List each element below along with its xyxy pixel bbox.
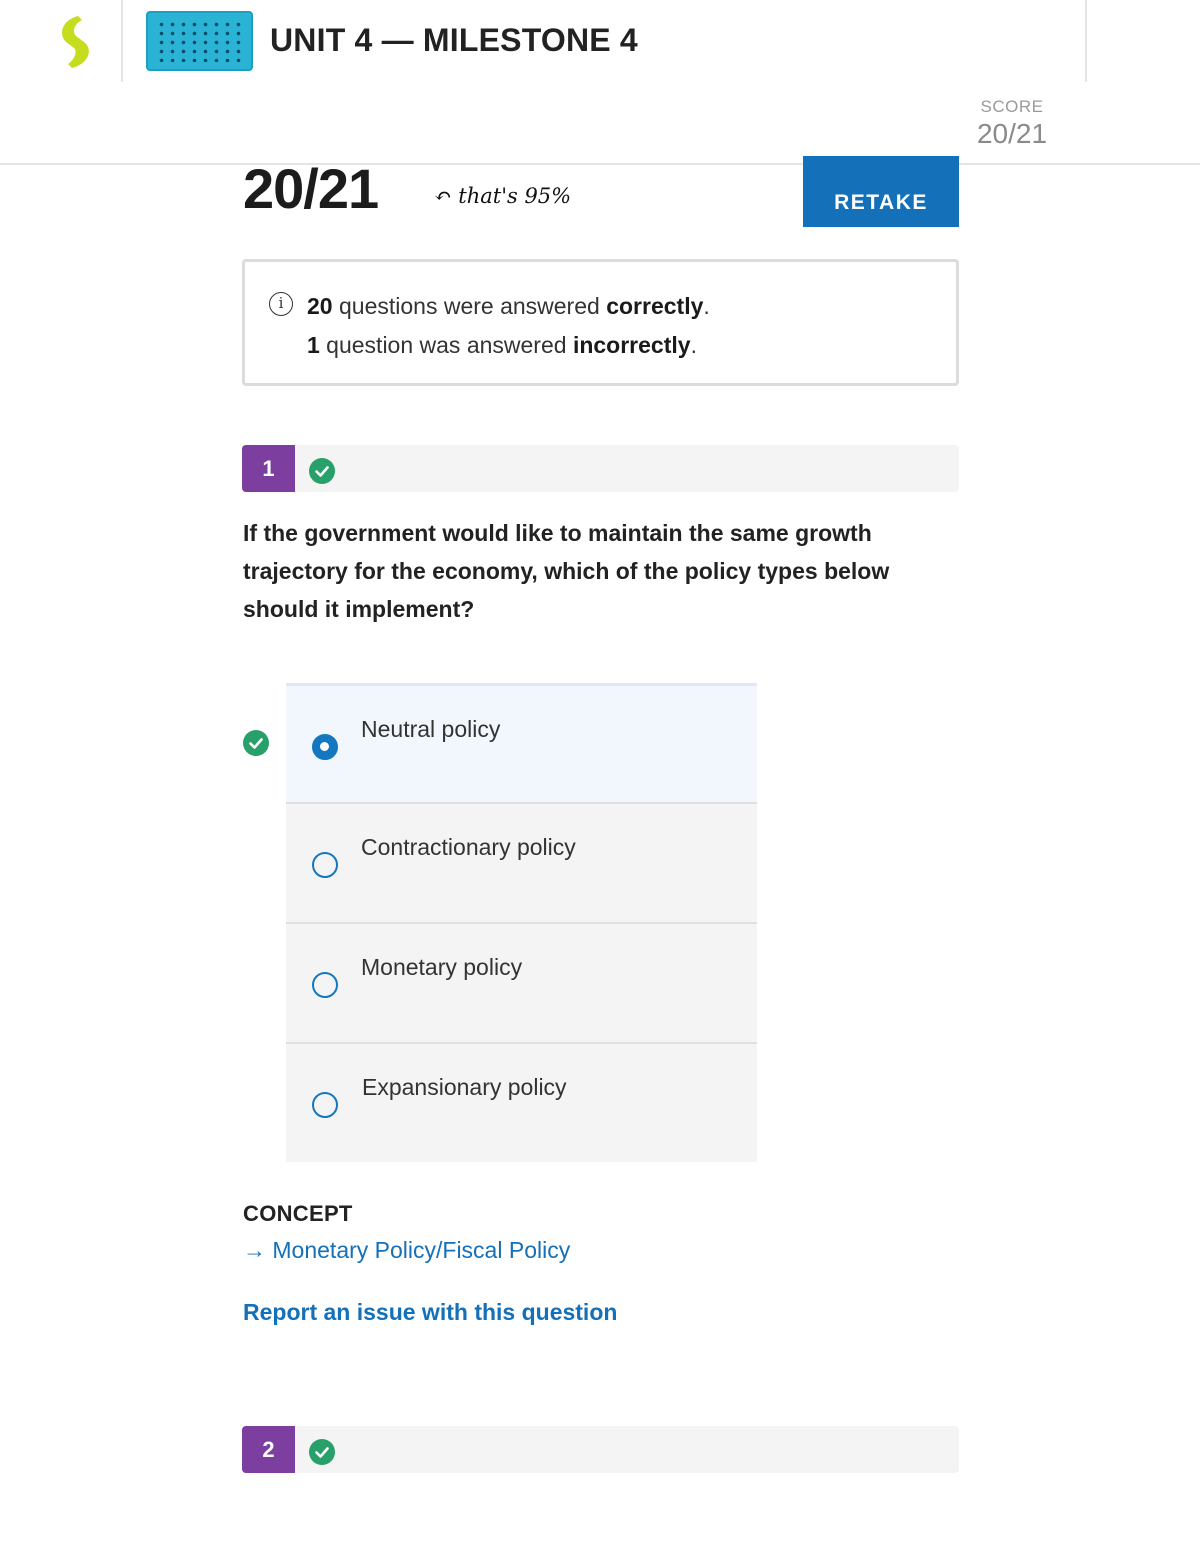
handwritten-note: [434, 184, 571, 208]
sophia-logo-icon[interactable]: [52, 14, 100, 70]
page-title: UNIT 4 — MILESTONE 4: [270, 22, 638, 58]
answer-options: [286, 683, 757, 1162]
question-header-1[interactable]: [242, 445, 959, 492]
concept-link-text: Monetary Policy/Fiscal Policy: [272, 1237, 571, 1263]
score-value: 20/21: [976, 118, 1048, 149]
correct-check-icon: [309, 458, 335, 484]
answer-option-label: Monetary policy: [361, 954, 523, 980]
correct-check-icon: [309, 1439, 335, 1465]
radio-selected-icon[interactable]: [312, 734, 338, 760]
question-number-badge: 2: [242, 1426, 295, 1473]
report-issue-link[interactable]: Report an issue with this question: [243, 1299, 618, 1325]
answer-option[interactable]: [286, 922, 757, 1042]
question-text: If the government would like to maintain the same growth trajectory for the economy, which of the policy types below should it implement?: [243, 520, 890, 622]
summary-correct-line: 20 questions were answered correctly.: [307, 293, 710, 319]
top-header: [0, 0, 1200, 165]
question-header-2[interactable]: [242, 1426, 959, 1473]
answer-option-label: Contractionary policy: [361, 834, 576, 860]
concept-link[interactable]: [243, 1237, 570, 1264]
answer-option-label: Expansionary policy: [362, 1074, 567, 1100]
summary-box: [242, 259, 959, 386]
correct-answer-check-icon: [243, 730, 269, 756]
note-text: that's 95%: [458, 184, 572, 208]
radio-icon[interactable]: [312, 852, 338, 878]
arrow-right-icon: →: [243, 1237, 266, 1263]
answer-option[interactable]: [286, 802, 757, 922]
question-number-badge: 1: [242, 445, 295, 492]
radio-icon[interactable]: [312, 972, 338, 998]
answer-option[interactable]: [286, 1042, 757, 1162]
arrow-left-icon: ↶: [434, 184, 452, 208]
answer-option-label: Neutral policy: [361, 716, 501, 742]
header-divider-right: [1085, 0, 1087, 82]
info-icon: i: [269, 292, 293, 316]
score-label: SCORE: [980, 97, 1044, 116]
header-divider-left: [121, 0, 123, 82]
summary-incorrect-line: 1 question was answered incorrectly.: [307, 332, 697, 358]
radio-icon[interactable]: [312, 1092, 338, 1118]
concept-label: CONCEPT: [243, 1201, 353, 1226]
result-score: 20/21: [243, 157, 379, 220]
retake-button[interactable]: RETAKE: [803, 156, 959, 227]
unit-thumbnail-icon: [146, 11, 253, 71]
answer-option[interactable]: [286, 683, 757, 802]
